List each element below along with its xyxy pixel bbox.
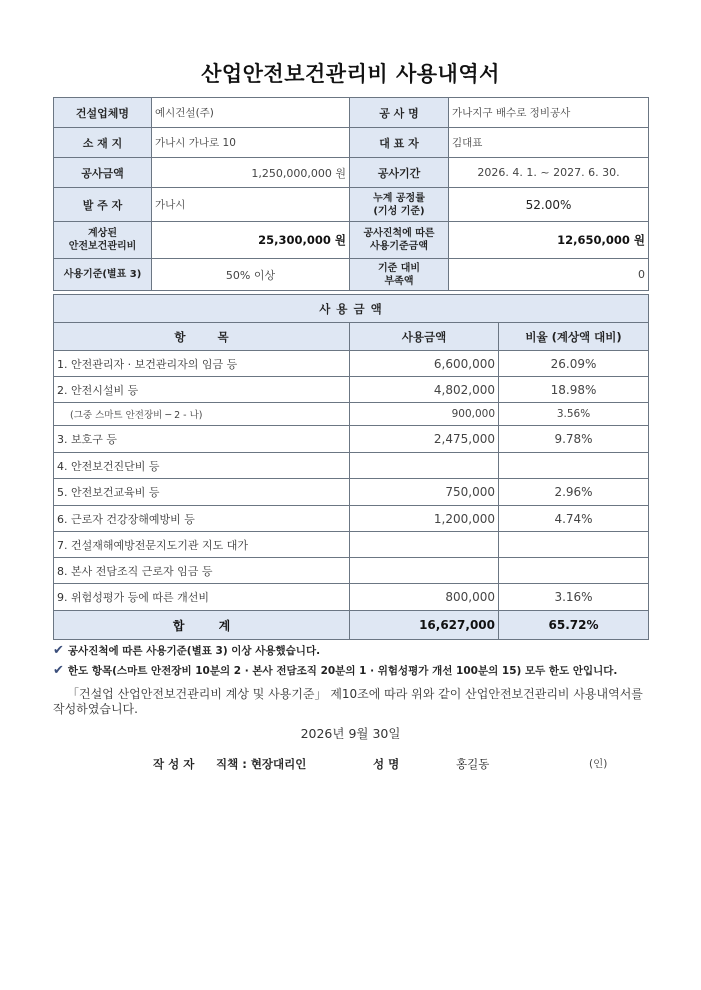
row-ratio: 4.74% bbox=[499, 506, 649, 532]
row-item: 7. 건설재해예방전문지도기관 지도 대가 bbox=[54, 532, 350, 558]
budget-label-line1: 계상된 bbox=[88, 228, 117, 239]
table-row bbox=[54, 532, 649, 558]
table-row bbox=[54, 584, 649, 611]
client-value: 가나시 bbox=[152, 188, 350, 222]
check-icon: ✔ bbox=[53, 663, 64, 678]
address-label: 소 재 지 bbox=[54, 128, 152, 158]
standard-label-line1: 공사진척에 따른 bbox=[363, 228, 435, 239]
table-row bbox=[54, 403, 649, 426]
row-amount bbox=[350, 532, 499, 558]
table-row bbox=[54, 351, 649, 377]
contractor-value: 예시건설(주) bbox=[152, 98, 350, 128]
row-ratio: 3.16% bbox=[499, 584, 649, 611]
note-1-text: 공사진척에 따른 사용기준(별표 3) 이상 사용했습니다. bbox=[67, 645, 321, 657]
check-icon: ✔ bbox=[53, 643, 64, 658]
row-amount bbox=[350, 558, 499, 584]
row-item: 6. 근로자 건강장해예방비 등 bbox=[54, 506, 350, 532]
row-item: 1. 안전관리자 · 보건관리자의 임금 등 bbox=[54, 351, 350, 377]
address-value: 가나시 가나로 10 bbox=[152, 128, 350, 158]
ceo-label: 대 표 자 bbox=[350, 128, 449, 158]
row-ratio bbox=[499, 558, 649, 584]
row-item: 3. 보호구 등 bbox=[54, 426, 350, 453]
row-amount: 1,200,000 bbox=[350, 506, 499, 532]
row-item: 5. 안전보건교육비 등 bbox=[54, 479, 350, 506]
shortfall-value: 0 bbox=[449, 259, 649, 291]
note-2-text: 한도 항목(스마트 안전장비 10분의 2 · 본사 전담조직 20분의 1 · 위험성평가 개선 100분의 15) 모두 한도 안입니다. bbox=[67, 665, 618, 677]
table-row bbox=[54, 426, 649, 453]
document-date: 2026년 9월 30일 bbox=[300, 726, 401, 741]
standard-value: 12,650,000 원 bbox=[449, 222, 649, 259]
amount-label: 공사금액 bbox=[54, 158, 152, 188]
table-row bbox=[54, 377, 649, 403]
table-row bbox=[54, 479, 649, 506]
row-ratio: 26.09% bbox=[499, 351, 649, 377]
name-label: 성 명 bbox=[373, 757, 400, 771]
document-title: 산업안전보건관리비 사용내역서 bbox=[201, 62, 500, 86]
criteria-label: 사용기준(별표 3) bbox=[54, 259, 152, 291]
row-ratio: 2.96% bbox=[499, 479, 649, 506]
writer-position: 직책 : 현장대리인 bbox=[216, 757, 307, 771]
client-label: 발 주 자 bbox=[54, 188, 152, 222]
shortfall-label-line2: 부족액 bbox=[384, 275, 414, 287]
project-value: 가나지구 배수로 정비공사 bbox=[449, 98, 649, 128]
row-ratio: 3.56% bbox=[499, 403, 649, 426]
row-amount: 6,600,000 bbox=[350, 351, 499, 377]
period-label: 공사기간 bbox=[350, 158, 449, 188]
seal-mark: (인) bbox=[589, 758, 608, 770]
row-item: 8. 본사 전담조직 근로자 임금 등 bbox=[54, 558, 350, 584]
row-ratio: 9.78% bbox=[499, 426, 649, 453]
row-item: 4. 안전보건진단비 등 bbox=[54, 453, 350, 479]
total-label: 합 계 bbox=[54, 611, 350, 640]
total-ratio: 65.72% bbox=[499, 611, 649, 640]
amount-value: 1,250,000,000 원 bbox=[152, 158, 350, 188]
progress-label-line2: (기성 기준) bbox=[373, 205, 425, 217]
total-row bbox=[54, 611, 649, 640]
table-row bbox=[54, 506, 649, 532]
row-amount bbox=[350, 453, 499, 479]
progress-value: 52.00% bbox=[449, 188, 649, 222]
row-amount: 750,000 bbox=[350, 479, 499, 506]
note-2 bbox=[53, 663, 653, 678]
project-label: 공 사 명 bbox=[350, 98, 449, 128]
name-value: 홍길동 bbox=[456, 757, 490, 771]
period-value: 2026. 4. 1. ~ 2027. 6. 30. bbox=[449, 158, 649, 188]
row-ratio bbox=[499, 532, 649, 558]
shortfall-label bbox=[350, 259, 449, 291]
criteria-value: 50% 이상 bbox=[152, 259, 350, 291]
row-item: (그중 스마트 안전장비 ─ 2 - 나) bbox=[54, 403, 350, 426]
row-amount: 2,475,000 bbox=[350, 426, 499, 453]
col-item-header: 항 목 bbox=[54, 323, 350, 351]
col-amount-header: 사용금액 bbox=[350, 323, 499, 351]
row-item: 2. 안전시설비 등 bbox=[54, 377, 350, 403]
standard-label-line2: 사용기준금액 bbox=[370, 241, 428, 252]
budget-value: 25,300,000 원 bbox=[152, 222, 350, 259]
row-ratio bbox=[499, 453, 649, 479]
row-item: 9. 위험성평가 등에 따른 개선비 bbox=[54, 584, 350, 611]
writer-label: 작 성 자 bbox=[153, 757, 195, 771]
info-table bbox=[53, 97, 649, 291]
usage-section-title: 사 용 금 액 bbox=[54, 295, 649, 323]
contractor-label: 건설업체명 bbox=[54, 98, 152, 128]
progress-label-line1: 누계 공정률 bbox=[373, 192, 425, 204]
row-amount: 900,000 bbox=[350, 403, 499, 426]
total-amount: 16,627,000 bbox=[350, 611, 499, 640]
table-row bbox=[54, 453, 649, 479]
table-row bbox=[54, 558, 649, 584]
note-1 bbox=[53, 643, 653, 658]
statement-paragraph: 「건설업 산업안전보건관리비 계상 및 사용기준」 제10조에 따라 위와 같이 산업안전보건관리비 사용내역서를 작성하였습니다. bbox=[53, 687, 643, 716]
usage-table bbox=[53, 294, 649, 640]
ceo-value: 김대표 bbox=[449, 128, 649, 158]
budget-label bbox=[54, 222, 152, 259]
row-amount: 800,000 bbox=[350, 584, 499, 611]
standard-label bbox=[350, 222, 449, 259]
row-ratio: 18.98% bbox=[499, 377, 649, 403]
col-ratio-header: 비율 (계상액 대비) bbox=[499, 323, 649, 351]
shortfall-label-line1: 기준 대비 bbox=[377, 262, 421, 274]
row-amount: 4,802,000 bbox=[350, 377, 499, 403]
budget-label-line2: 안전보건관리비 bbox=[68, 241, 137, 252]
progress-label bbox=[350, 188, 449, 222]
